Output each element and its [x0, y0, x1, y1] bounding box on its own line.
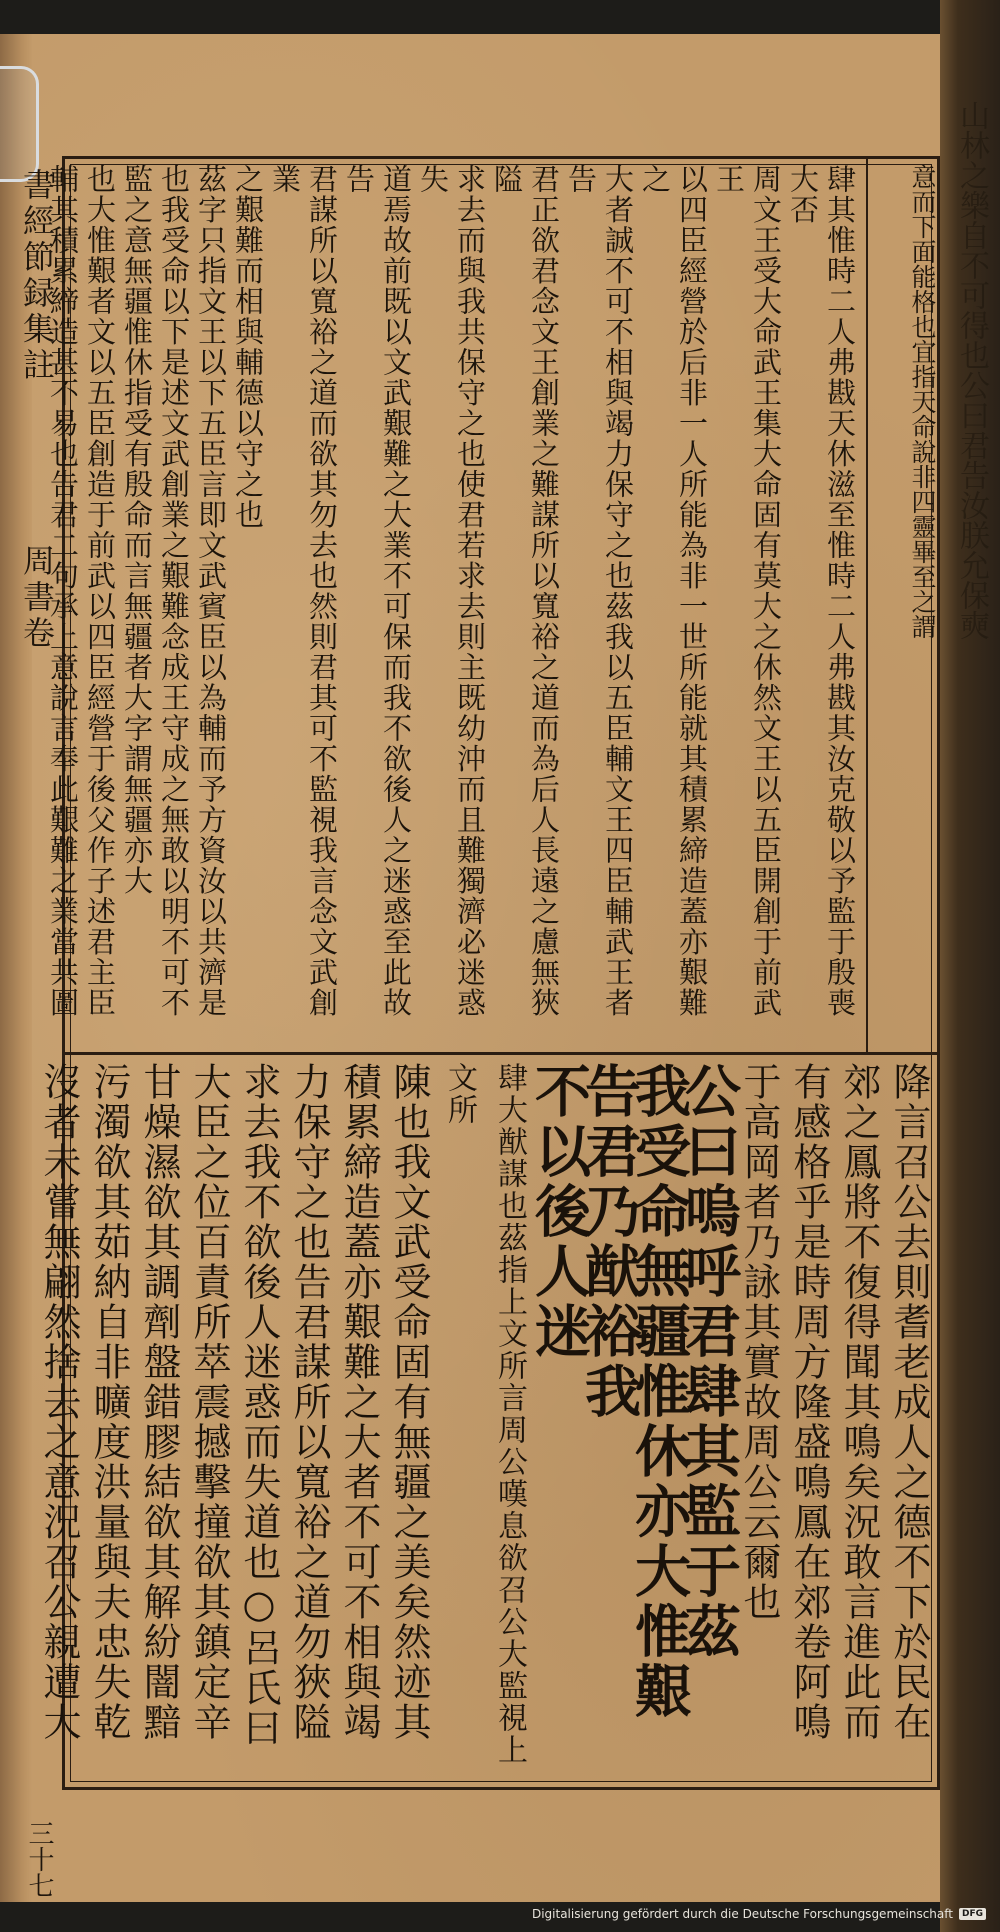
commentary-line: 也我受命以下是述文武創業之艱難念成王守成之無敢以明不可不: [157, 164, 191, 1018]
commentary-line: 肆其惟時二人弗戡天休滋至惟時二人弗戡其汝克敬以予監于殷喪大否: [786, 164, 857, 1018]
digitization-footer: [532, 1904, 986, 1924]
commentary-line: 君正欲君念文王創業之難謀所以寬裕之道而為后人長遠之慮無狹隘: [490, 164, 561, 1018]
volume-mark: 卷: [18, 616, 56, 652]
annotation-line: 沒者未嘗無翩然捨去之意況召公親遭大: [37, 1062, 81, 1742]
adjacent-page-strip: [940, 0, 1000, 1932]
annotation-line: 有感格乎是時周方隆盛鳴鳳在郊卷阿鳴: [787, 1062, 831, 1742]
dfg-logo: DFG: [959, 1908, 986, 1920]
commentary-line: 君謀所以寬裕之道而欲其勿去也然則君其可不監視我言念文武創業: [268, 164, 339, 1018]
classic-text-line: 不以後人迷: [526, 1062, 592, 1362]
annotation-line: 力保守之也告君謀所以寬裕之道勿狹隘: [287, 1062, 331, 1742]
section-title: 周書: [18, 544, 56, 616]
annotation-line: 陳也我文武受命固有無疆之美矣然迹其: [387, 1062, 431, 1742]
classic-text-line: 公曰嗚呼君肆其監于茲: [676, 1062, 742, 1662]
book-title: 書經節録集註: [18, 168, 56, 384]
commentary-line: 求去而與我共保守之也使君若求去則主既幼沖而且難獨濟必迷惑失: [416, 164, 487, 1018]
folio-number: 三十七: [24, 1820, 54, 1898]
commentary-line: 監之意無疆惟休指受有殷命而言無疆者大字謂無疆亦大: [120, 164, 154, 896]
notes-divider: [866, 156, 868, 1052]
commentary-line: 周文王受大命武王集大命固有莫大之休然文王以五臣開創于前武王: [712, 164, 783, 1018]
annotation-line: 肆大猷謀也茲指上文所言周公嘆息欲召公大監視上文所: [442, 1062, 527, 1766]
footer-credit: Digitalisierung gefördert durch die Deutsche Forschungsgemeinschaft: [531, 1907, 953, 1921]
commentary-line: 道焉故前既以文武艱難之大業不可保而我不欲後人之迷惑至此故告: [342, 164, 413, 1018]
adjacent-page-text: 山林之樂自不可得也公曰君告汝朕允保奭: [954, 100, 989, 640]
annotation-line: 求去我不欲後人迷惑而失道也○呂氏曰: [237, 1062, 281, 1748]
annotation-line: 大臣之位百責所萃震撼擊撞欲其鎮定辛: [187, 1062, 231, 1742]
annotation-line: 于高岡者乃詠其實故周公云爾也: [737, 1062, 781, 1622]
notes-column: [872, 164, 938, 1044]
classic-text-line: 我受命無疆惟休亦大惟艱告君乃猷裕我: [576, 1062, 692, 1722]
commentary-line: 也大惟艱者文以五臣創造于前武以四臣經營于後父作子述君主臣: [83, 164, 117, 1018]
commentary-line: 大者誠不可不相與竭力保守之也茲我以五臣輔文王四臣輔武王者告: [564, 164, 635, 1018]
annotation-line: 污濁欲其茹納自非曠度洪量與夫忠失乾: [87, 1062, 131, 1742]
commentary-line: 輔其積累締造甚不易也告君二句承上意說言奉此艱難之業當共圖: [46, 164, 80, 1018]
commentary-line: 以四臣經營於后非一人所能為非一世所能就其積累締造蓋亦艱難之: [638, 164, 709, 1018]
annotation-line: 甘燥濕欲其調劑盤錯膠結欲其解紛闇黯: [137, 1062, 181, 1742]
note-line: 意而下面能格也宜指天命說非四靈畢至之謂: [908, 164, 937, 639]
commentary-line: 之艱難而相與輔德以守之也: [231, 164, 265, 530]
commentary-line: 茲字只指文王以下五臣言即文武賓臣以為輔而予方資汝以共濟是: [194, 164, 228, 1018]
commentary-block: [46, 164, 858, 1044]
main-text-block: [37, 1062, 934, 1778]
annotation-line: 積累締造蓋亦艱難之大者不可不相與竭: [337, 1062, 381, 1742]
annotation-line: 降言召公去則耆老成人之德不下於民在: [887, 1062, 931, 1742]
clip-icon: [0, 66, 39, 182]
section-divider: [62, 1052, 940, 1055]
annotation-line: 郊之鳳將不復得聞其鳴矣況敢言進此而: [837, 1062, 881, 1742]
